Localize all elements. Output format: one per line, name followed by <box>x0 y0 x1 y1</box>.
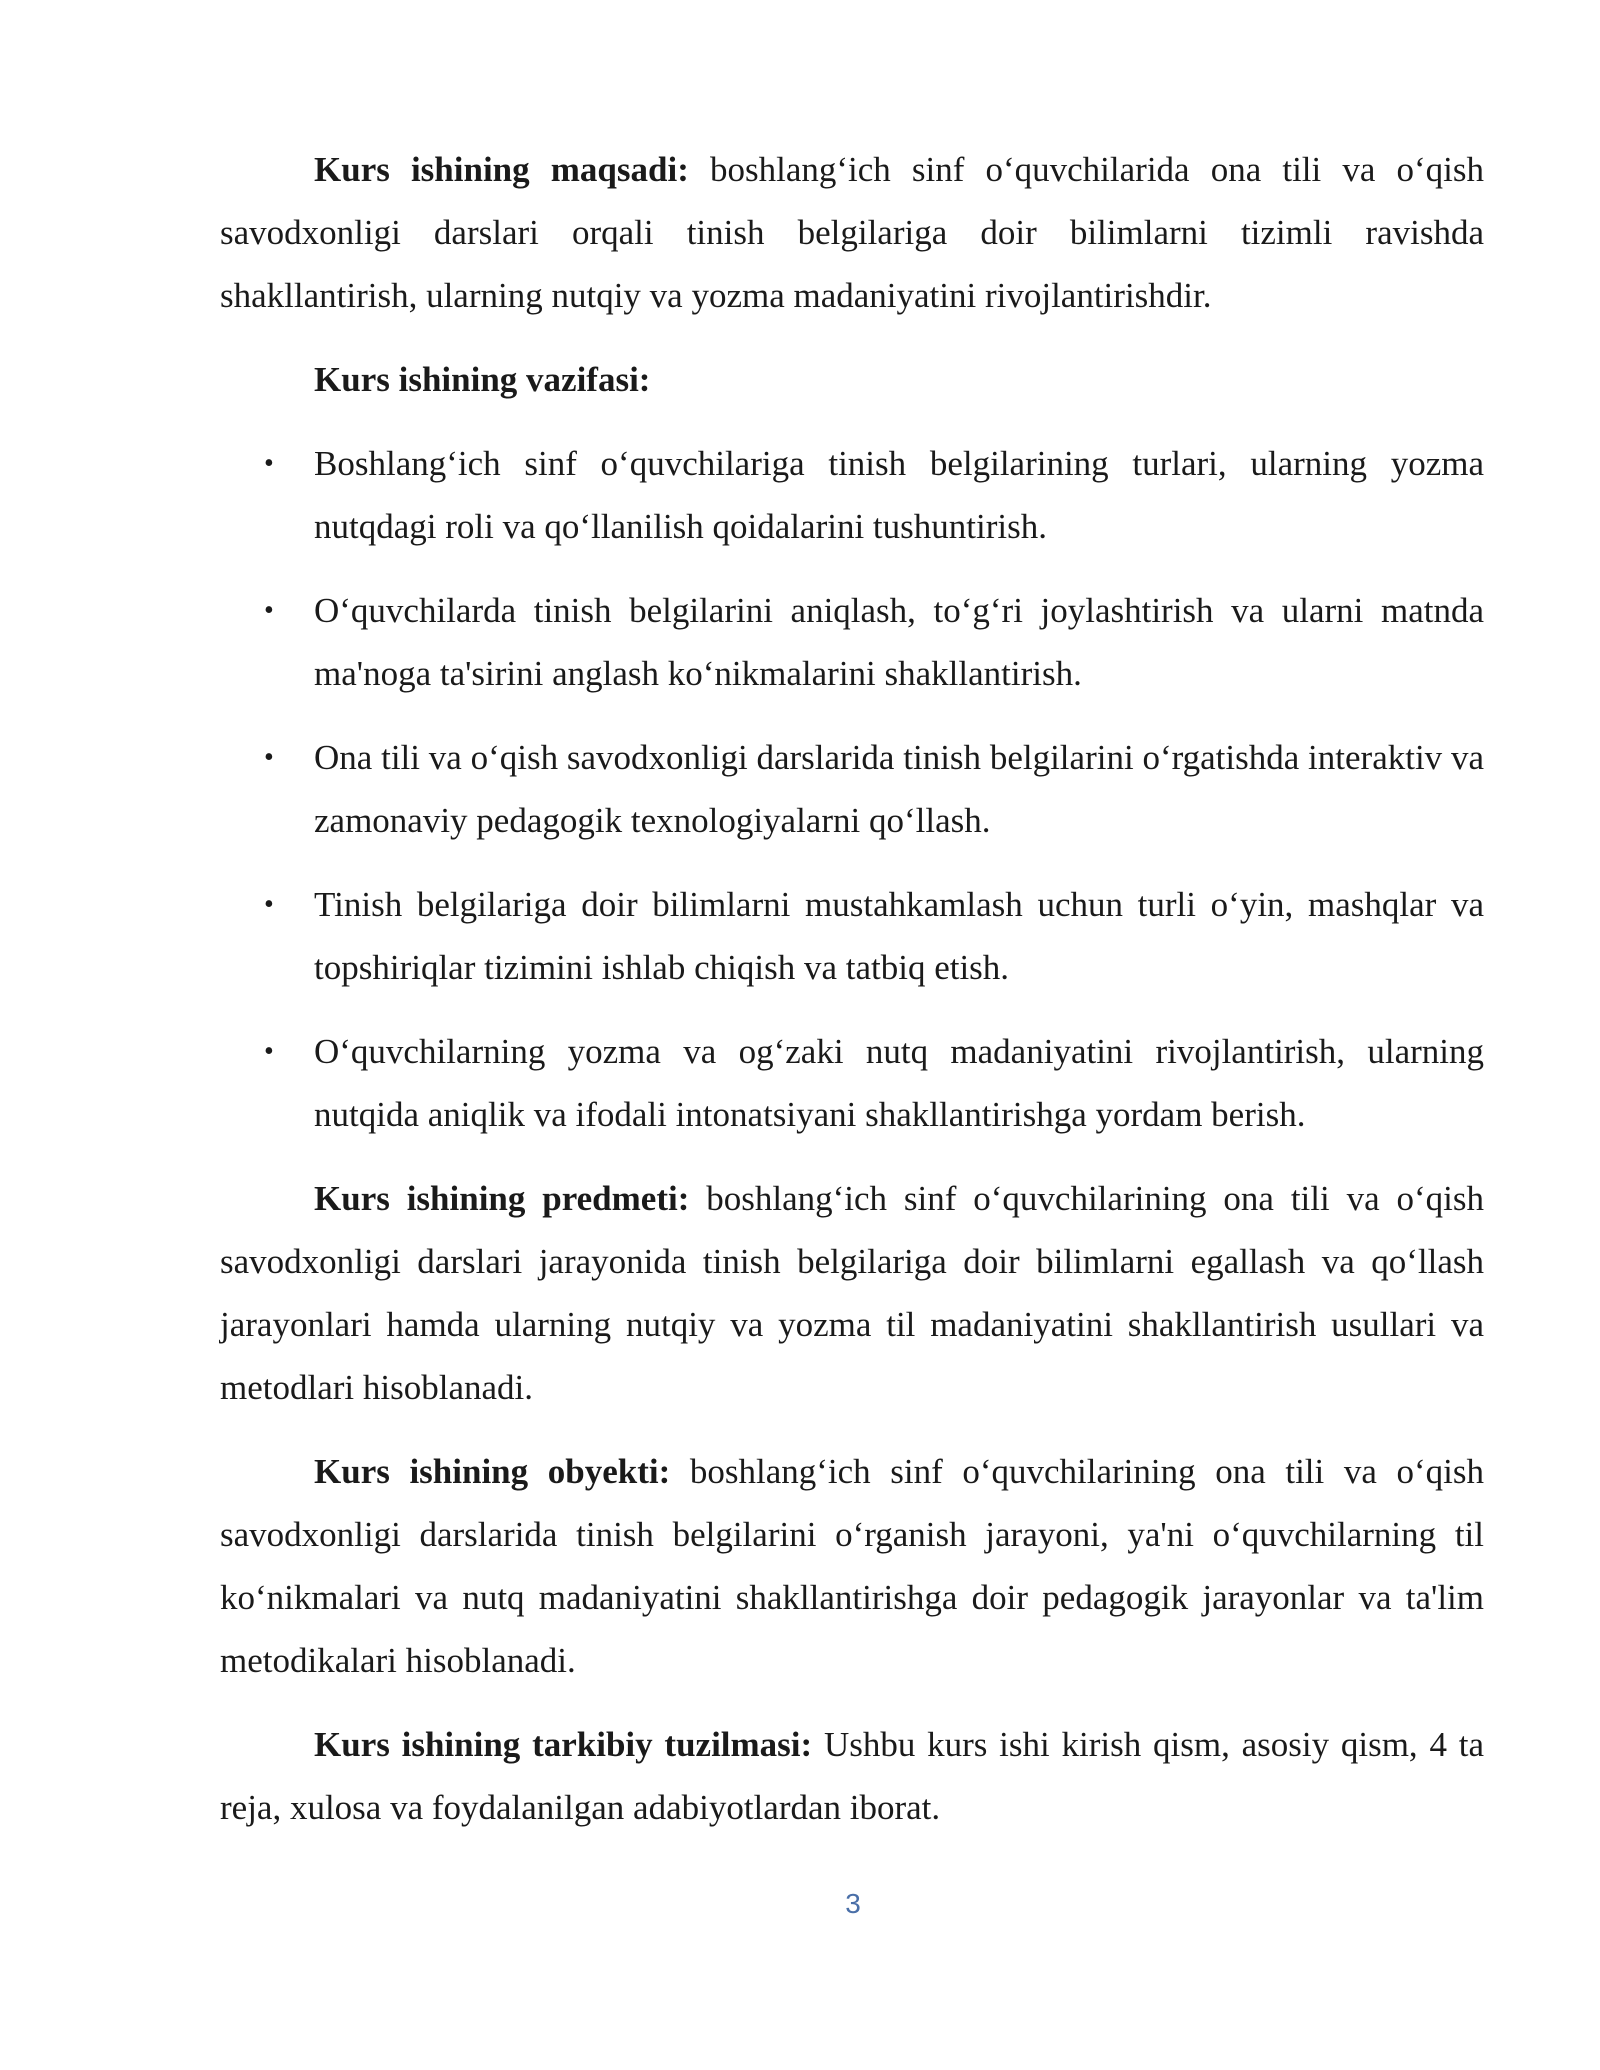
object-paragraph <box>220 1440 1484 1692</box>
list-item <box>220 873 1484 999</box>
bullet-icon: • <box>264 1036 274 1067</box>
list-item <box>220 726 1484 852</box>
tasks-heading: Kurs ishining vazifasi: <box>314 360 651 399</box>
list-item <box>220 1020 1484 1146</box>
bullet-icon: • <box>264 448 274 479</box>
list-item <box>220 432 1484 558</box>
object-text: boshlang‘ich sinf o‘quvchilarining ona tili va o‘qish savodxonligi darslarida tinish belgilarini o‘rganish jarayoni, ya'ni o‘quvchilarning til ko‘nikmalari va nutq madaniyatini shakllantirishga doir pedagogik jarayonlar va ta'lim metodikalari hisoblanadi. <box>220 1452 1484 1680</box>
task-text: Tinish belgilariga doir bilimlarni mustahkamlash uchun turli o‘yin, mashqlar va topshiriqlar tizimini ishlab chiqish va tatbiq etish. <box>314 885 1484 987</box>
bullet-icon: • <box>264 742 274 773</box>
subject-paragraph <box>220 1167 1484 1419</box>
object-heading: Kurs ishining obyekti: <box>314 1452 671 1491</box>
purpose-paragraph <box>220 138 1484 327</box>
subject-heading: Kurs ishining predmeti: <box>314 1179 690 1218</box>
bullet-icon: • <box>264 595 274 626</box>
task-text: Ona tili va o‘qish savodxonligi darslarida tinish belgilarini o‘rgatishda interaktiv va zamonaviy pedagogik texnologiyalarni qo‘llash. <box>314 738 1484 840</box>
structure-paragraph <box>220 1713 1484 1839</box>
task-text: Boshlang‘ich sinf o‘quvchilariga tinish belgilarining turlari, ularning yozma nutqdagi roli va qo‘llanilish qoidalarini tushuntirish. <box>314 444 1484 546</box>
purpose-text: boshlang‘ich sinf o‘quvchilarida ona tili va o‘qish savodxonligi darslari orqali tinish belgilariga doir bilimlarni tizimli ravishda shakllantirish, ularning nutqiy va yozma madaniyatini rivojlantirishdir. <box>220 150 1484 315</box>
list-item <box>220 579 1484 705</box>
task-text: O‘quvchilarning yozma va og‘zaki nutq madaniyatini rivojlantirish, ularning nutqida aniqlik va ifodali intonatsiyani shakllantirishga yordam berish. <box>314 1032 1484 1134</box>
task-text: O‘quvchilarda tinish belgilarini aniqlash, to‘g‘ri joylashtirish va ularni matnda ma'noga ta'sirini anglash ko‘nikmalarini shakllantirish. <box>314 591 1484 693</box>
bullet-icon: • <box>264 889 274 920</box>
structure-text: Ushbu kurs ishi kirish qism, asosiy qism, 4 ta reja, xulosa va foydalanilgan adabiyotlardan iborat. <box>220 1725 1484 1827</box>
tasks-list <box>220 432 1484 1146</box>
purpose-heading: Kurs ishining maqsadi: <box>314 150 689 189</box>
document-page <box>220 138 1484 1860</box>
page-number: 3 <box>845 1888 861 1919</box>
subject-text: boshlang‘ich sinf o‘quvchilarining ona tili va o‘qish savodxonligi darslari jarayonida tinish belgilariga doir bilimlarni egallash va qo‘llash jarayonlari hamda ularning nutqiy va yozma til madaniyatini shakllantirish usullari va metodlari hisoblanadi. <box>220 1179 1484 1407</box>
structure-heading: Kurs ishining tarkibiy tuzilmasi: <box>314 1725 813 1764</box>
